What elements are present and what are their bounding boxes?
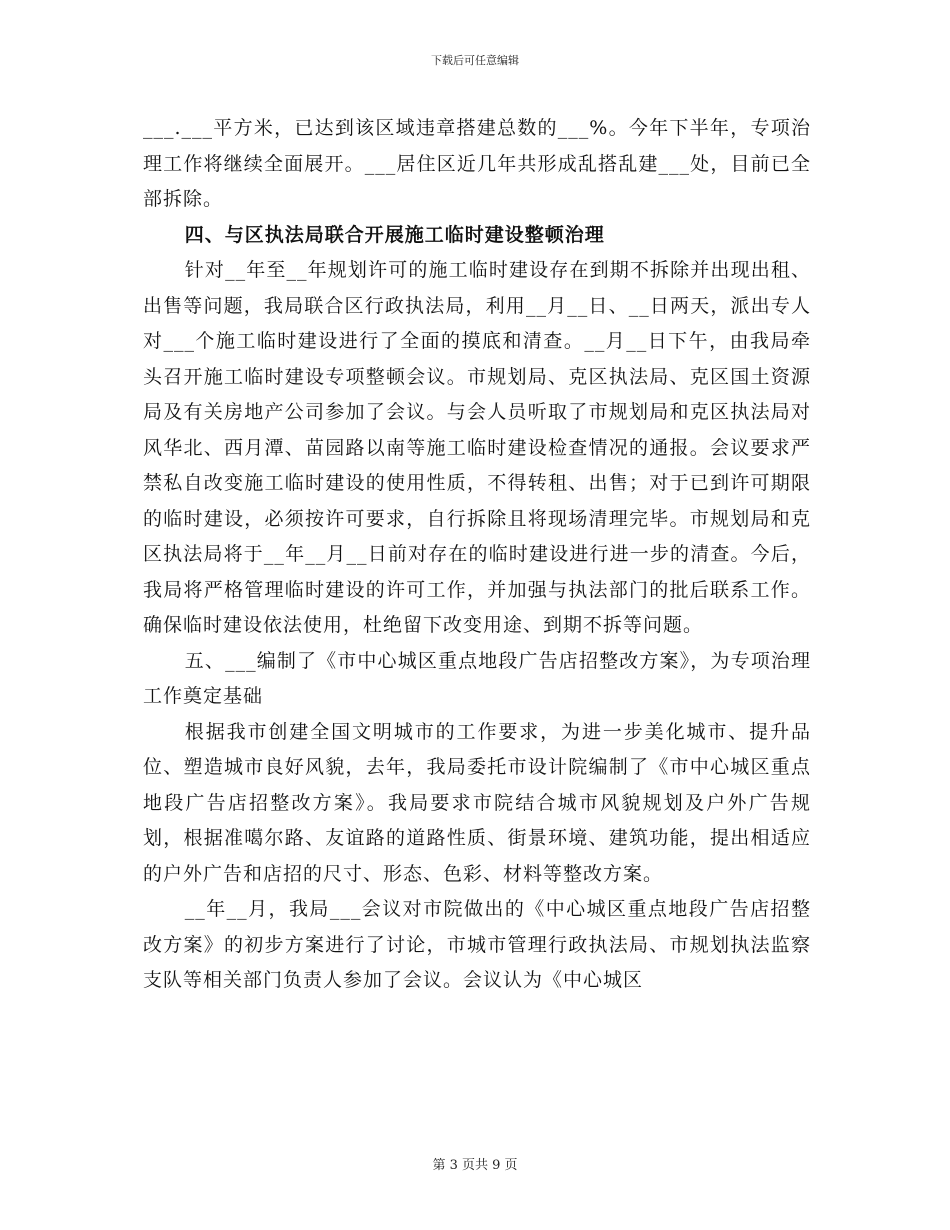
paragraph-meeting: __年__月，我局___会议对市院做出的《中心城区重点地段广告店招整改方案》的初步方案进行了讨论，市城市管理行政执法局、市规划执法监察支队等相关部门负责人参加了会议。会议认为《中心城区: [143, 898, 811, 991]
page-footer: 第 3 页共 9 页: [432, 1158, 518, 1173]
paragraph-temporary-construction: 针对__年至__年规划许可的施工临时建设存在到期不拆除并出现出租、出售等问题，我局联合区行政执法局，利用__月__日、__日两天，派出专人对___个施工临时建设进行了全面的摸底和清查。__月__日下午，由我局牵头召开施工临时建设专项整顿会议。市规划局、克区执法局、克区国土资源局及有关房地产公司参加了会议。与会人员听取了市规划局和克区执法局对风华北、西月潭、苗园路以南等施工临时建设检查情况的通报。会议要求严禁私自改变施工临时建设的使用性质，不得转租、出售；对于已到许可期限的临时建设，必须按许可要求，自行拆除且将现场清理完毕。市规划局和克区执法局将于__年__月__日前对存在的临时建设进行进一步的清查。今后，我局将严格管理临时建设的许可工作，并加强与执法部门的批后联系工作。确保临时建设依法使用，杜绝留下改变用途、到期不拆等问题。: [143, 259, 811, 636]
page-header: 下载后可任意编辑: [431, 54, 519, 67]
paragraph-civilized-city: 根据我市创建全国文明城市的工作要求，为进一步美化城市、提升品位、塑造城市良好风貌，去年，我局委托市设计院编制了《市中心城区重点地段广告店招整改方案》。我局要求市院结合城市风貌规划及户外广告规划，根据准噶尔路、友谊路的道路性质、街景环境、建筑功能，提出相适应的户外广告和店招的尺寸、形态、色彩、材料等整改方案。: [143, 720, 811, 885]
document-body: [143, 111, 811, 999]
paragraph-continuation: ___.___平方米，已达到该区域违章搭建总数的___%。今年下半年，专项治理工作将继续全面展开。___居住区近几年共形成乱搭乱建___处，目前已全部拆除。: [143, 117, 811, 210]
section-heading-5: 五、___编制了《市中心城区重点地段广告店招整改方案》，为专项治理工作奠定基础: [143, 649, 811, 707]
section-heading-4: 四、与区执法局联合开展施工临时建设整顿治理: [184, 223, 605, 246]
